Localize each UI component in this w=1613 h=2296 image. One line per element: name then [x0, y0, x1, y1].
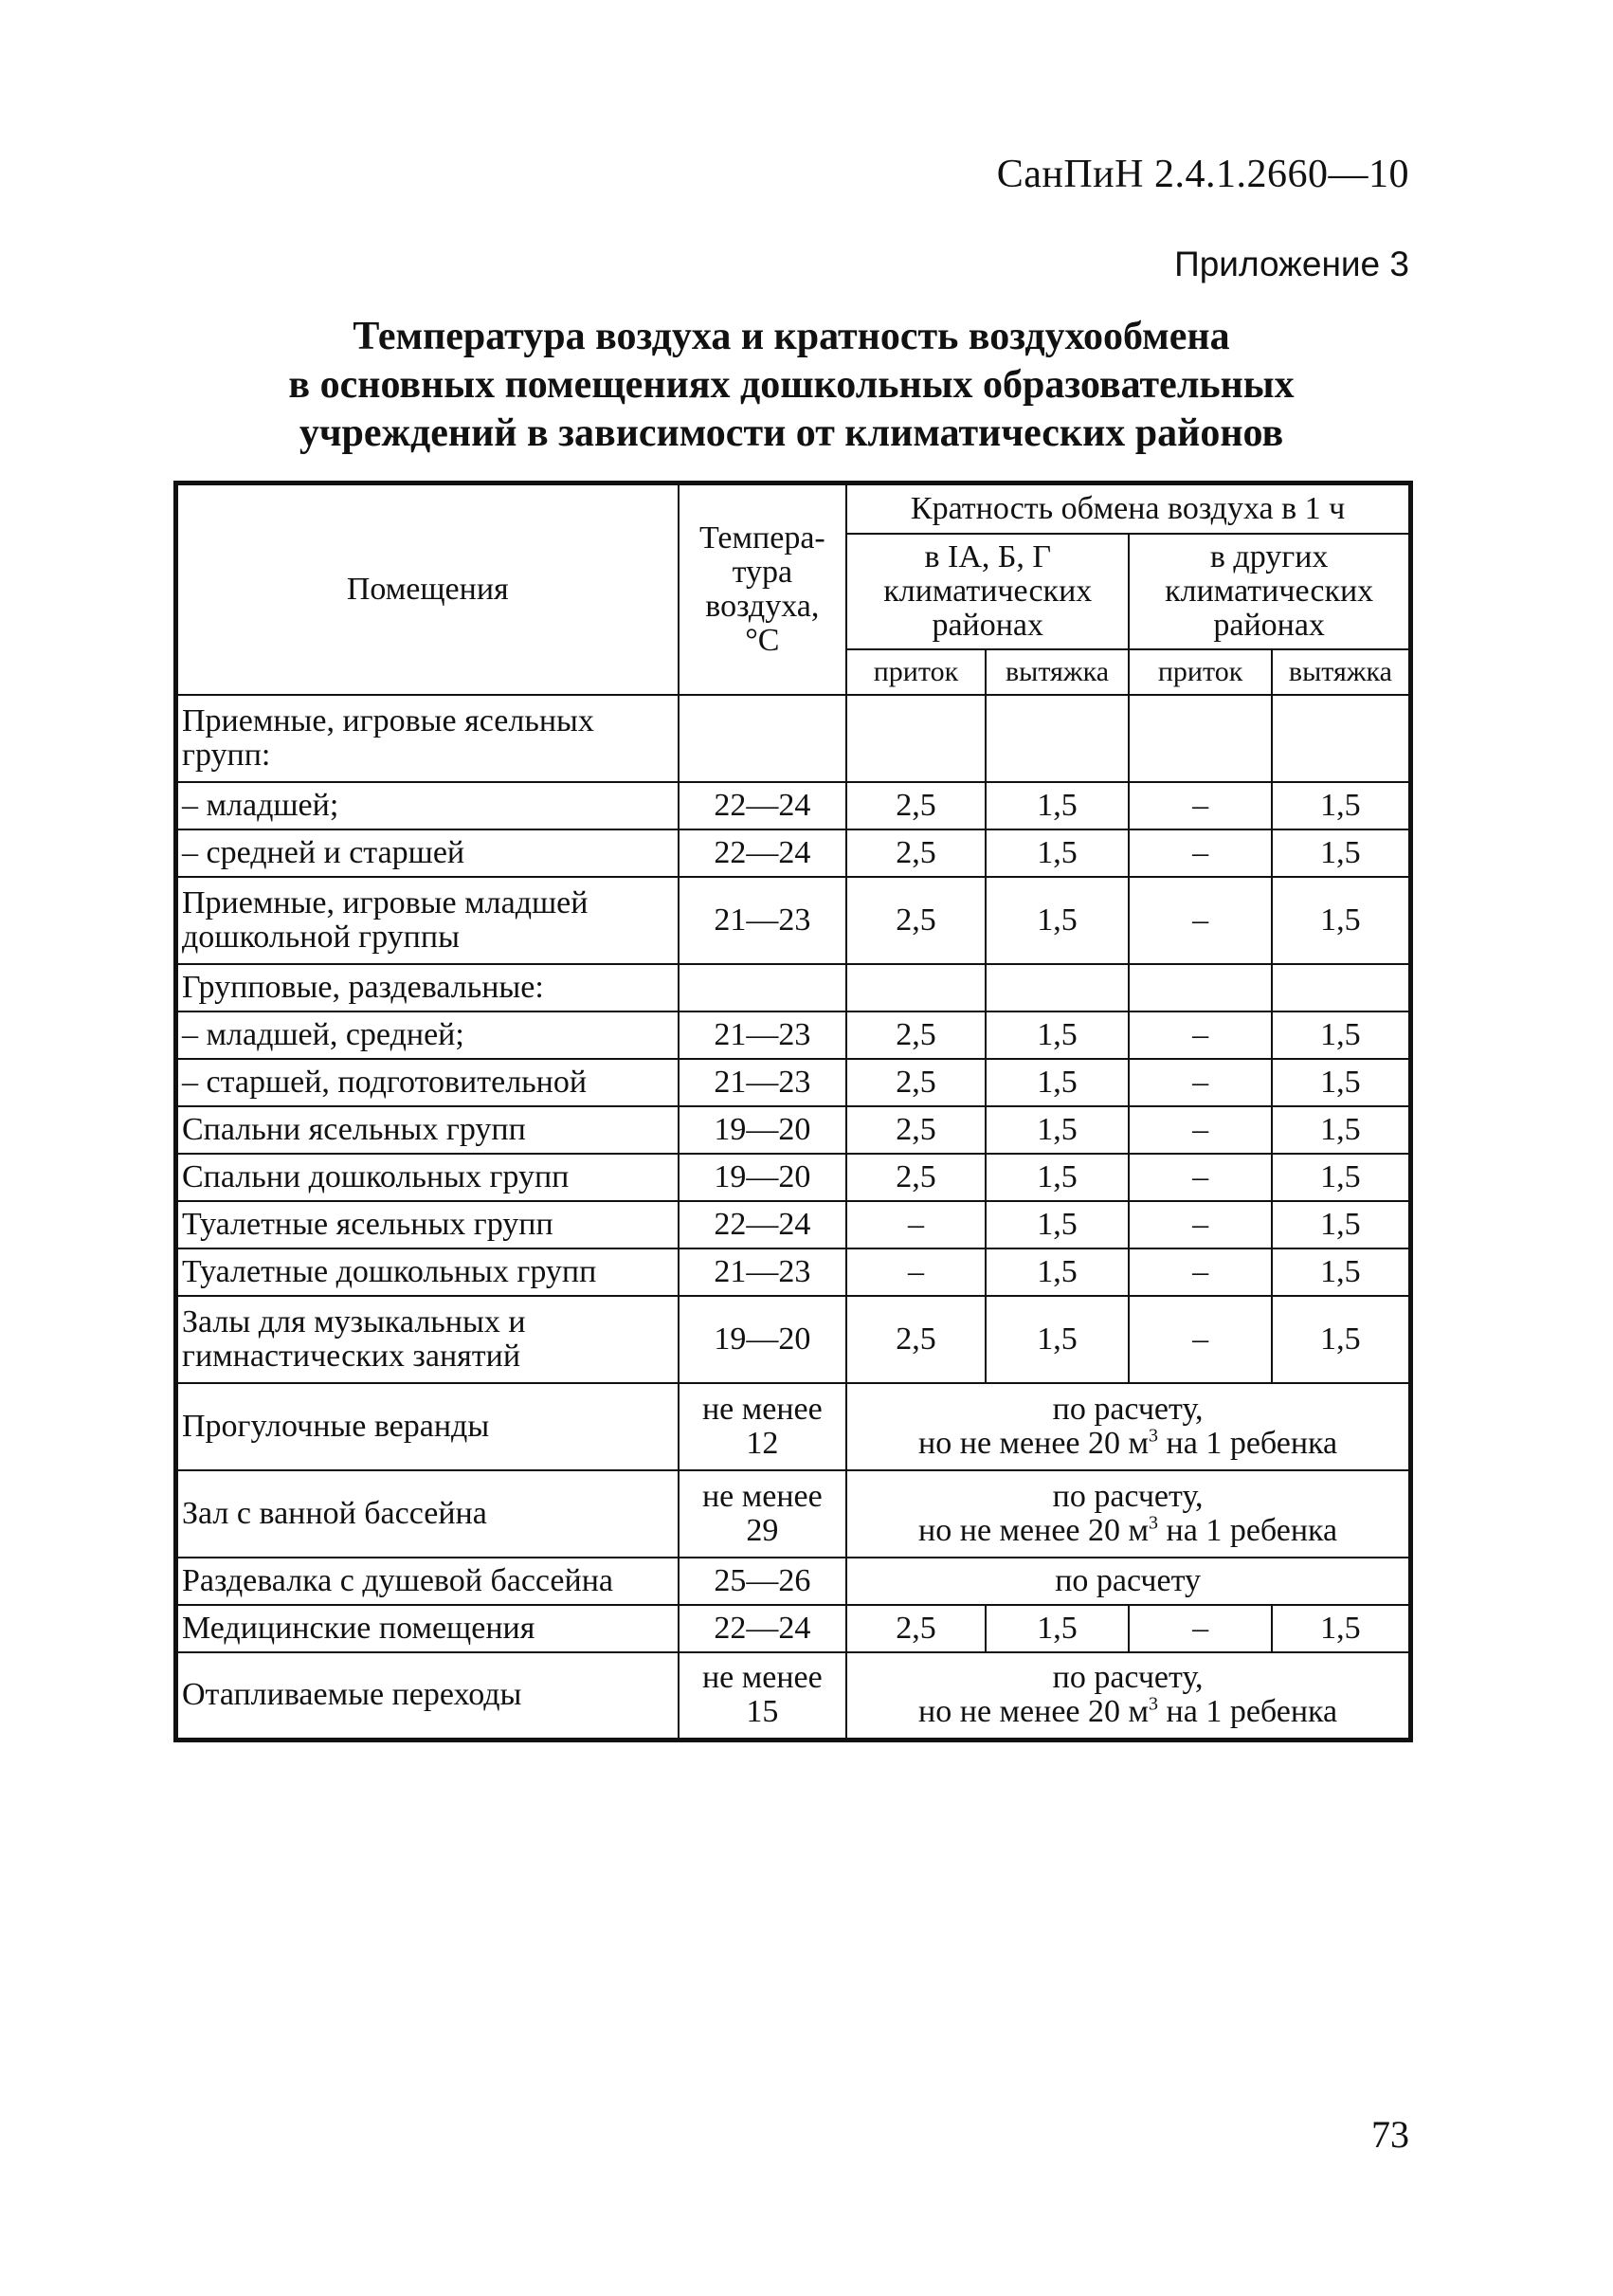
header-outflow-other: вытяжка	[1272, 649, 1411, 695]
header-zone-a: в IA, Б, Г климатических районах	[846, 534, 1129, 649]
merged-exchange-cell	[846, 1652, 1410, 1740]
room-cell: Спальни дошкольных групп	[176, 1154, 679, 1201]
inflow-other-cell: –	[1129, 1605, 1272, 1652]
temperature-cell: не менее 29	[679, 1470, 847, 1558]
outflow-a-cell: 1,5	[986, 1605, 1130, 1652]
room-cell: Раздевалка с душевой бассейна	[176, 1558, 679, 1605]
outflow-other-cell: 1,5	[1272, 1296, 1411, 1383]
inflow-other-cell: –	[1129, 1106, 1272, 1154]
outflow-other-cell: 1,5	[1272, 1248, 1411, 1296]
table-row	[176, 1248, 1411, 1296]
temperature-cell: 22—24	[679, 1605, 847, 1652]
merged-exchange-cell	[846, 1558, 1410, 1605]
inflow-other-cell: –	[1129, 1011, 1272, 1059]
inflow-a-cell: 2,5	[846, 782, 986, 829]
inflow-other-cell: –	[1129, 782, 1272, 829]
table-row	[176, 782, 1411, 829]
temperature-cell	[679, 695, 847, 782]
title-line: учреждений в зависимости от климатических районов	[299, 411, 1284, 455]
merged-text: на 1 ребенка	[1158, 1426, 1338, 1461]
room-cell: – младшей, средней;	[176, 1011, 679, 1059]
table-row	[176, 1201, 1411, 1248]
inflow-a-cell: 2,5	[846, 1605, 986, 1652]
inflow-a-cell: 2,5	[846, 1154, 986, 1201]
merged-line	[853, 1427, 1403, 1461]
inflow-a-cell: 2,5	[846, 1059, 986, 1106]
outflow-other-cell: 1,5	[1272, 1011, 1411, 1059]
outflow-other-cell: 1,5	[1272, 829, 1411, 877]
table-row	[176, 829, 1411, 877]
table-row	[176, 1011, 1411, 1059]
outflow-a-cell: 1,5	[986, 1106, 1130, 1154]
document-title	[171, 313, 1412, 458]
inflow-other-cell: –	[1129, 1059, 1272, 1106]
table-row	[176, 1605, 1411, 1652]
inflow-a-cell	[846, 964, 986, 1011]
table-row	[176, 1296, 1411, 1383]
document-code: СанПиН 2.4.1.2660—10	[996, 153, 1409, 196]
table-row	[176, 1106, 1411, 1154]
inflow-other-cell: –	[1129, 829, 1272, 877]
table-row	[176, 1558, 1411, 1605]
outflow-other-cell: 1,5	[1272, 1605, 1411, 1652]
merged-line: по расчету,	[1052, 1392, 1204, 1427]
temperature-cell	[679, 964, 847, 1011]
unit-superscript: 3	[1149, 1693, 1159, 1715]
temperature-cell: 21—23	[679, 1011, 847, 1059]
table-row	[176, 877, 1411, 964]
outflow-other-cell: 1,5	[1272, 1106, 1411, 1154]
temperature-cell: 19—20	[679, 1296, 847, 1383]
table-row	[176, 1652, 1411, 1740]
room-cell: – старшей, подготовительной	[176, 1059, 679, 1106]
temperature-cell: 22—24	[679, 1201, 847, 1248]
header-zone-other: в других климатических районах	[1129, 534, 1410, 649]
outflow-a-cell: 1,5	[986, 1059, 1130, 1106]
inflow-a-cell: –	[846, 1248, 986, 1296]
merged-line	[853, 1695, 1403, 1729]
temperature-cell: 25—26	[679, 1558, 847, 1605]
table-row	[176, 1154, 1411, 1201]
merged-text: но не менее 20 м	[918, 1426, 1150, 1461]
header-exchange: Кратность обмена воздуха в 1 ч	[846, 483, 1410, 535]
room-cell: Приемные, игровые младшей дошкольной группы	[176, 877, 679, 964]
header-room: Помещения	[176, 483, 679, 696]
outflow-a-cell: 1,5	[986, 829, 1130, 877]
merged-line: по расчету	[1055, 1563, 1201, 1598]
merged-text: на 1 ребенка	[1158, 1513, 1338, 1548]
outflow-other-cell	[1272, 695, 1411, 782]
table-row	[176, 964, 1411, 1011]
room-cell: Залы для музыкальных и гимнастических занятий	[176, 1296, 679, 1383]
temperature-cell: не менее 15	[679, 1652, 847, 1740]
appendix-label: Приложение 3	[1174, 245, 1409, 283]
inflow-other-cell	[1129, 964, 1272, 1011]
inflow-other-cell: –	[1129, 877, 1272, 964]
outflow-other-cell	[1272, 964, 1411, 1011]
room-cell: Приемные, игровые ясельных групп:	[176, 695, 679, 782]
room-cell: Спальни ясельных групп	[176, 1106, 679, 1154]
merged-text: но не менее 20 м	[918, 1694, 1150, 1730]
temperature-cell: не менее 12	[679, 1383, 847, 1470]
title-line: в основных помещениях дошкольных образовательных	[288, 363, 1295, 407]
outflow-other-cell: 1,5	[1272, 1059, 1411, 1106]
header-inflow-other: приток	[1129, 649, 1272, 695]
room-cell: Прогулочные веранды	[176, 1383, 679, 1470]
outflow-a-cell: 1,5	[986, 1296, 1130, 1383]
room-cell: Отапливаемые переходы	[176, 1652, 679, 1740]
outflow-other-cell: 1,5	[1272, 782, 1411, 829]
inflow-a-cell	[846, 695, 986, 782]
air-exchange-table	[173, 481, 1413, 1742]
inflow-a-cell: 2,5	[846, 1011, 986, 1059]
inflow-a-cell: 2,5	[846, 877, 986, 964]
table-header	[176, 483, 1411, 696]
temperature-cell: 22—24	[679, 829, 847, 877]
room-cell: Туалетные ясельных групп	[176, 1201, 679, 1248]
outflow-other-cell: 1,5	[1272, 877, 1411, 964]
inflow-other-cell	[1129, 695, 1272, 782]
merged-exchange-cell	[846, 1383, 1410, 1470]
header-outflow-a: вытяжка	[986, 649, 1130, 695]
inflow-a-cell: 2,5	[846, 829, 986, 877]
outflow-a-cell	[986, 695, 1130, 782]
page-number: 73	[1371, 2113, 1409, 2156]
outflow-other-cell: 1,5	[1272, 1154, 1411, 1201]
unit-superscript: 3	[1149, 1512, 1159, 1534]
room-cell: Групповые, раздевальные:	[176, 964, 679, 1011]
merged-exchange-cell	[846, 1470, 1410, 1558]
merged-line: по расчету,	[1052, 1479, 1204, 1514]
outflow-a-cell: 1,5	[986, 1248, 1130, 1296]
inflow-other-cell: –	[1129, 1248, 1272, 1296]
room-cell: – средней и старшей	[176, 829, 679, 877]
room-cell: Туалетные дошкольных групп	[176, 1248, 679, 1296]
temperature-cell: 22—24	[679, 782, 847, 829]
table-row	[176, 695, 1411, 782]
temperature-cell: 21—23	[679, 1248, 847, 1296]
outflow-a-cell: 1,5	[986, 1011, 1130, 1059]
outflow-a-cell: 1,5	[986, 782, 1130, 829]
merged-line: по расчету,	[1052, 1660, 1204, 1696]
temperature-cell: 21—23	[679, 877, 847, 964]
inflow-a-cell: 2,5	[846, 1106, 986, 1154]
inflow-a-cell: 2,5	[846, 1296, 986, 1383]
temperature-cell: 21—23	[679, 1059, 847, 1106]
header-temperature: Темпера-тура воздуха, °С	[679, 483, 847, 696]
merged-text: но не менее 20 м	[918, 1513, 1150, 1548]
table-row	[176, 1470, 1411, 1558]
temperature-cell: 19—20	[679, 1106, 847, 1154]
merged-text: на 1 ребенка	[1158, 1694, 1338, 1730]
air-exchange-table-wrapper	[173, 481, 1413, 1742]
room-cell: Медицинские помещения	[176, 1605, 679, 1652]
unit-superscript: 3	[1149, 1425, 1159, 1447]
outflow-a-cell: 1,5	[986, 1154, 1130, 1201]
outflow-other-cell: 1,5	[1272, 1201, 1411, 1248]
room-cell: – младшей;	[176, 782, 679, 829]
header-inflow-a: приток	[846, 649, 986, 695]
inflow-a-cell: –	[846, 1201, 986, 1248]
merged-line	[853, 1514, 1403, 1548]
inflow-other-cell: –	[1129, 1201, 1272, 1248]
table-body	[176, 695, 1411, 1740]
outflow-a-cell	[986, 964, 1130, 1011]
inflow-other-cell: –	[1129, 1296, 1272, 1383]
title-line: Температура воздуха и кратность воздухообмена	[353, 315, 1230, 358]
table-row	[176, 1383, 1411, 1470]
temperature-cell: 19—20	[679, 1154, 847, 1201]
inflow-other-cell: –	[1129, 1154, 1272, 1201]
table-row	[176, 1059, 1411, 1106]
outflow-a-cell: 1,5	[986, 877, 1130, 964]
room-cell: Зал с ванной бассейна	[176, 1470, 679, 1558]
outflow-a-cell: 1,5	[986, 1201, 1130, 1248]
